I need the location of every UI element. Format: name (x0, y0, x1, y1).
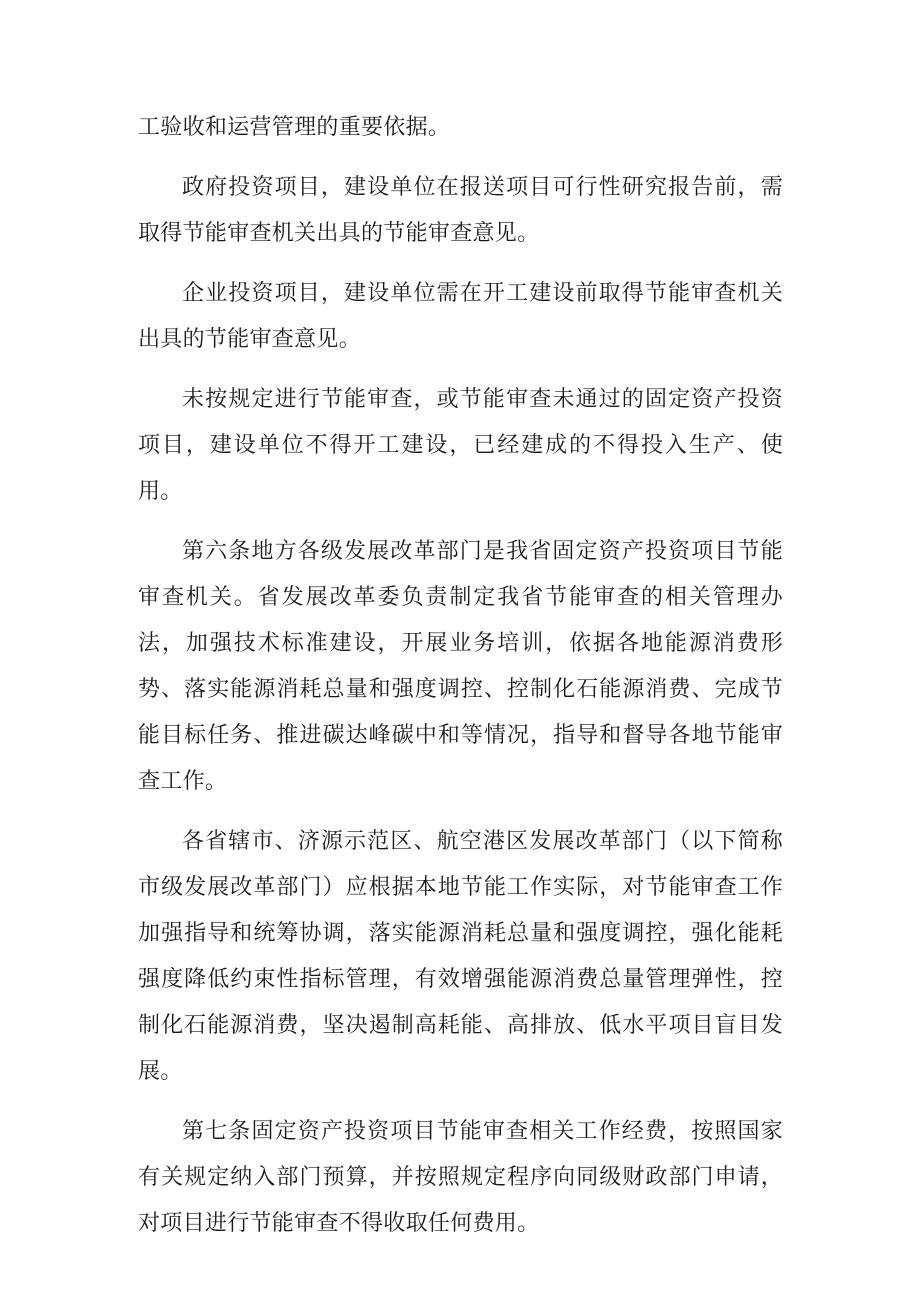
paragraph-2: 政府投资项目，建设单位在报送项目可行性研究报告前，需取得节能审查机关出具的节能审查意见。 (138, 175, 783, 246)
paragraph-6: 各省辖市、济源示范区、航空港区发展改革部门（以下简称市级发展改革部门）应根据本地节能工作实际，对节能审查工作加强指导和统筹协调，落实能源消耗总量和强度调控，强化能耗强度降低约束性指标管理，有效增强能源消费总量管理弹性，控制化石能源消费，坚决遏制高耗能、高排放、低水平项目盲目发展。 (138, 829, 783, 1084)
paragraph-4: 未按规定进行节能审查，或节能审查未通过的固定资产投资项目，建设单位不得开工建设，已经建成的不得投入生产、使用。 (138, 387, 783, 504)
paragraph-3: 企业投资项目，建设单位需在开工建设前取得节能审查机关出具的节能审查意见。 (138, 281, 783, 352)
document-body (138, 105, 783, 1247)
paragraph-article-6: 第六条地方各级发展改革部门是我省固定资产投资项目节能审查机关。省发展改革委负责制定我省节能审查的相关管理办法，加强技术标准建设，开展业务培训，依据各地能源消费形势、落实能源消耗总量和强度调控、控制化石能源消费、完成节能目标任务、推进碳达峰碳中和等情况，指导和督导各地节能审查工作。 (138, 539, 783, 794)
paragraph-1: 工验收和运营管理的重要依据。 (138, 115, 451, 140)
paragraph-article-7: 第七条固定资产投资项目节能审查相关工作经费，按照国家有关规定纳入部门预算，并按照规定程序向同级财政部门申请，对项目进行节能审查不得收取任何费用。 (138, 1119, 783, 1236)
